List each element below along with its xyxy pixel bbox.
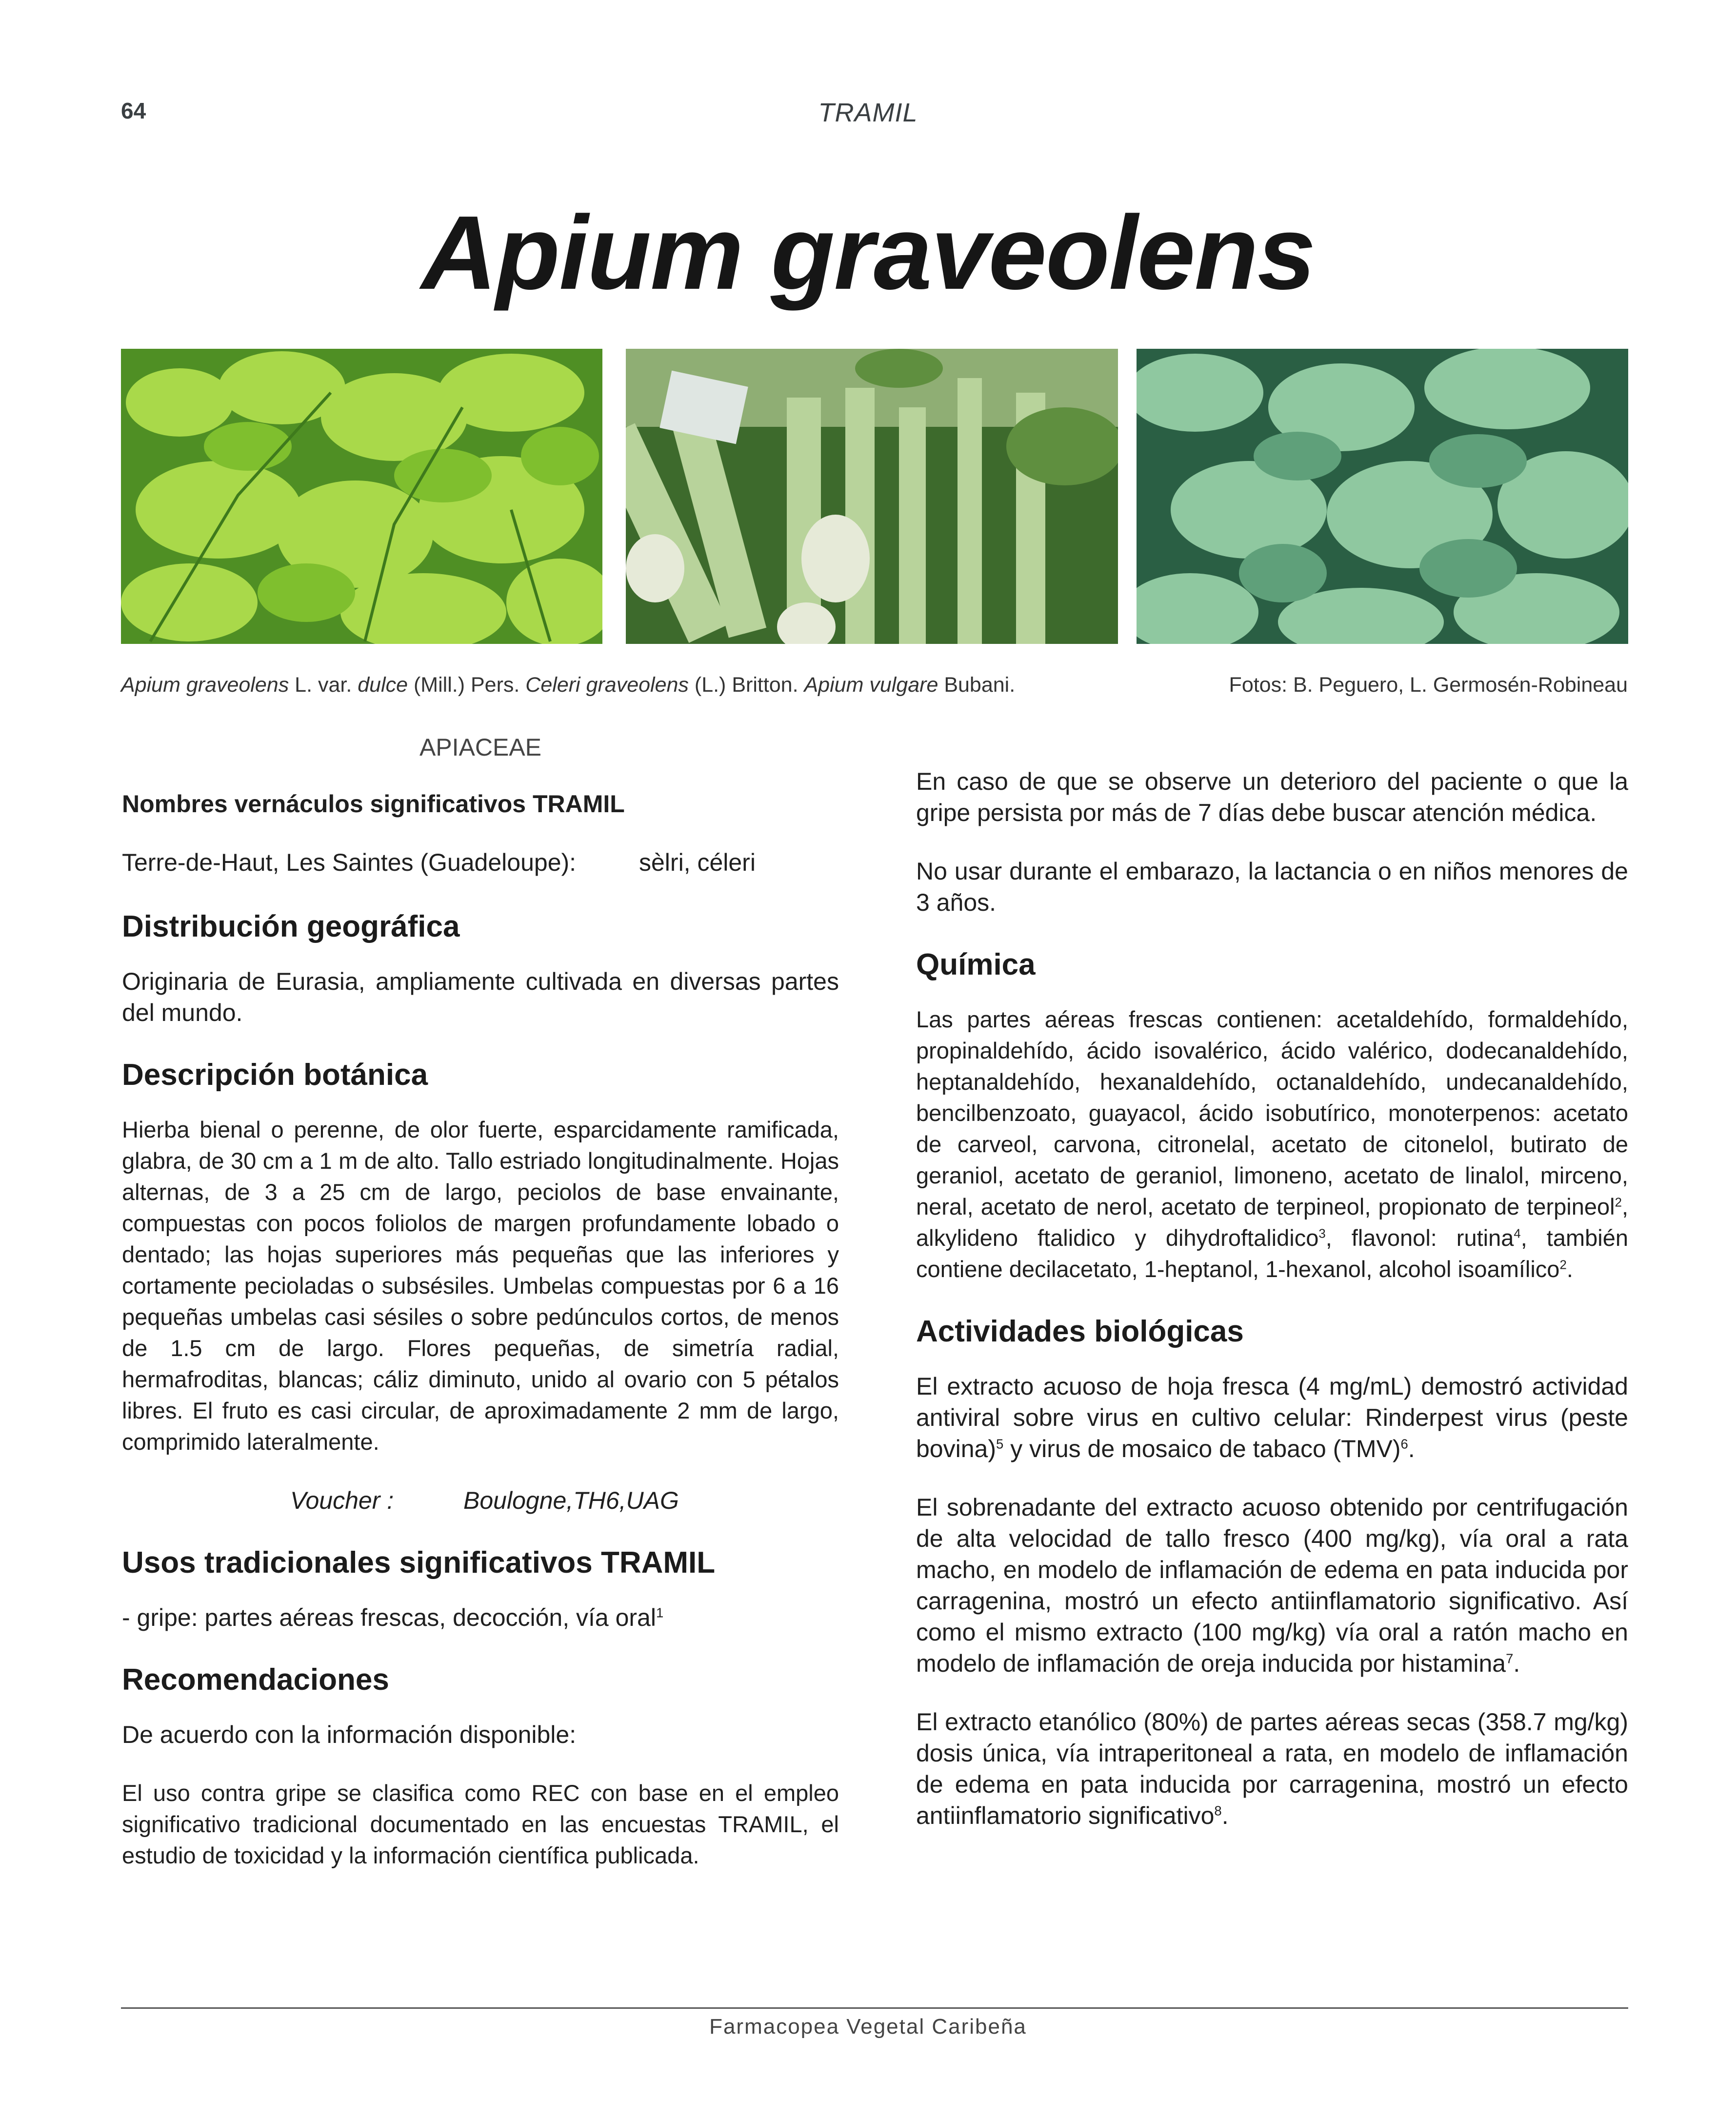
page-number: 64 bbox=[121, 98, 146, 123]
reference-marker: 1 bbox=[656, 1605, 664, 1620]
bio-part: . bbox=[1221, 1802, 1229, 1829]
uses-heading: Usos tradicionales significativos TRAMIL bbox=[122, 1546, 716, 1580]
voucher bbox=[122, 1485, 839, 1516]
photo-celery-leaves bbox=[121, 349, 602, 644]
distribution-text: Originaria de Eurasia, ampliamente cultivada en diversas partes del mundo. bbox=[122, 968, 839, 1026]
recommendations-intro: De acuerdo con la información disponible: bbox=[122, 1721, 577, 1748]
caption-author: L. var. bbox=[289, 673, 358, 697]
caption-variety-author: (Mill.) Pers. bbox=[408, 673, 526, 697]
voucher-value: Boulogne,TH6,UAG bbox=[463, 1487, 679, 1514]
caption-synonym-2: Apium vulgare bbox=[804, 673, 938, 697]
right-column bbox=[916, 766, 1628, 1859]
bio-part: El extracto acuoso de hoja fresca (4 mg/mL) demostró actividad antiviral sobre virus en cultivo celular: Rinderpest virus (peste bovina) bbox=[916, 1373, 1628, 1462]
uses-text bbox=[122, 1602, 839, 1633]
photo-caption bbox=[121, 673, 1015, 697]
footer-text: Farmacopea Vegetal Caribeña bbox=[709, 2015, 1027, 2039]
recommendations-text: El uso contra gripe se clasifica como REC con base en el empleo significativo tradicional documentado en las encuestas TRAMIL, el estudio de toxicidad y la información científica publicada. bbox=[122, 1780, 839, 1868]
bio-text-2 bbox=[916, 1492, 1628, 1679]
bio-text-3 bbox=[916, 1706, 1628, 1831]
caption-species: Apium graveolens bbox=[121, 673, 289, 697]
vernacular-row bbox=[122, 847, 839, 878]
photo-celery-plants bbox=[1137, 349, 1628, 644]
reference-marker: 3 bbox=[1318, 1227, 1326, 1241]
reference-marker: 6 bbox=[1400, 1436, 1408, 1452]
reference-marker: 2 bbox=[1559, 1258, 1567, 1272]
species-title: Apium graveolens bbox=[421, 194, 1315, 311]
bio-heading: Actividades biológicas bbox=[916, 1315, 1244, 1348]
warning-text-1: En caso de que se observe un deterioro del paciente o que la gripe persista por más de 7 días debe buscar atención médica. bbox=[916, 768, 1628, 826]
running-head: TRAMIL bbox=[818, 98, 918, 127]
caption-variety: dulce bbox=[358, 673, 408, 697]
vernacular-names: sèlri, céleri bbox=[639, 849, 756, 876]
vernacular-heading: Nombres vernáculos significativos TRAMIL bbox=[122, 790, 625, 818]
reference-marker: 7 bbox=[1506, 1651, 1514, 1666]
botanical-heading: Descripción botánica bbox=[122, 1058, 428, 1092]
family-name: APIACEAE bbox=[419, 734, 542, 761]
bio-part: . bbox=[1408, 1435, 1415, 1462]
photo-credits: Fotos: B. Peguero, L. Germosén-Robineau bbox=[1229, 673, 1628, 697]
vernacular-place: Terre-de-Haut, Les Saintes (Guadeloupe): bbox=[122, 849, 577, 876]
bio-part: y virus de mosaico de tabaco (TMV) bbox=[1003, 1435, 1401, 1462]
photo-celery-stalks bbox=[626, 349, 1118, 644]
bio-part: . bbox=[1513, 1650, 1520, 1677]
reference-marker: 4 bbox=[1514, 1227, 1521, 1241]
recommendations-heading: Recomendaciones bbox=[122, 1663, 389, 1697]
bio-part: El sobrenadante del extracto acuoso obtenido por centrifugación de alta velocidad de tallo fresco (400 mg/kg), vía oral a rata macho, en modelo de inflamación de edema en pata inducida por carragenina, mostró un efecto antiinflamatorio significativo. Así como el mismo extracto (100 mg/kg) vía oral a ratón macho en modelo de inflamación de oreja inducida por histamina bbox=[916, 1494, 1628, 1677]
uses-item: - gripe: partes aéreas frescas, decocción, vía oral bbox=[122, 1604, 656, 1631]
bio-text-1 bbox=[916, 1371, 1628, 1464]
chemistry-part: , alkylideno ftalidico y dihydroftalidico bbox=[916, 1194, 1628, 1251]
footer-rule bbox=[121, 2007, 1628, 2009]
reference-marker: 2 bbox=[1615, 1196, 1622, 1210]
reference-marker: 8 bbox=[1214, 1803, 1222, 1819]
caption-synonym-2-author: Bubani. bbox=[938, 673, 1016, 697]
chemistry-part: Las partes aéreas frescas contienen: acetaldehído, formaldehído, propinaldehído, ácido isovalérico, ácido valérico, dodecanaldehído, heptanaldehído, hexanaldehído, octanaldehído, undecanaldehído, bencilbenzoato, guayacol, ácido isobutírico, monoterpenos: acetato de carveol, carvona, citronelal, acetato de citonelol, butirato de geraniol, acetato de geraniol, limoneno, acetato de linalol, mirceno, neral, acetato de nerol, acetato de terpineol, propionato de terpineol bbox=[916, 1006, 1628, 1220]
warning-text-2: No usar durante el embarazo, la lactancia o en niños menores de 3 años. bbox=[916, 858, 1628, 916]
caption-synonym-1: Celeri graveolens bbox=[525, 673, 689, 697]
voucher-label: Voucher : bbox=[290, 1487, 394, 1514]
left-column bbox=[122, 732, 839, 1899]
chemistry-part: , también contiene decilacetato, 1-heptanol, 1-hexanol, alcohol isoamílico bbox=[916, 1225, 1628, 1282]
bio-part: El extracto etanólico (80%) de partes aéreas secas (358.7 mg/kg) dosis única, vía intraperitoneal a rata, en modelo de inflamación de edema en pata inducida por carragenina, mostró un efecto antiinflamatorio significativo bbox=[916, 1708, 1628, 1829]
chemistry-text bbox=[916, 1004, 1628, 1285]
botanical-text: Hierba bienal o perenne, de olor fuerte, esparcidamente ramificada, glabra, de 30 cm a 1 m de alto. Tallo estriado longitudinalmente. Hojas alternas, de 3 a 25 cm de largo, peciolos de base envainante, compuestas con pocos foliolos de margen profundamente lobado o dentado; las hojas superiores más pequeñas que las inferiores y cortamente pecioladas o subsésiles. Umbelas compuestas por 6 a 16 pequeñas umbelas casi sésiles o sobre pedúnculos cortos, de menos de 1.5 cm de largo. Flores pequeñas, de simetría radial, hermafroditas, blancas; cáliz diminuto, unido al ovario con 5 pétalos libres. El fruto es casi circular, de aproximadamente 2 mm de largo, comprimido lateralmente. bbox=[122, 1117, 839, 1455]
chemistry-part: . bbox=[1566, 1256, 1573, 1282]
chemistry-part: , flavonol: rutina bbox=[1325, 1225, 1514, 1251]
caption-synonym-1-author: (L.) Britton. bbox=[688, 673, 804, 697]
distribution-heading: Distribución geográfica bbox=[122, 910, 460, 943]
chemistry-heading: Química bbox=[916, 948, 1036, 981]
reference-marker: 5 bbox=[996, 1436, 1004, 1452]
